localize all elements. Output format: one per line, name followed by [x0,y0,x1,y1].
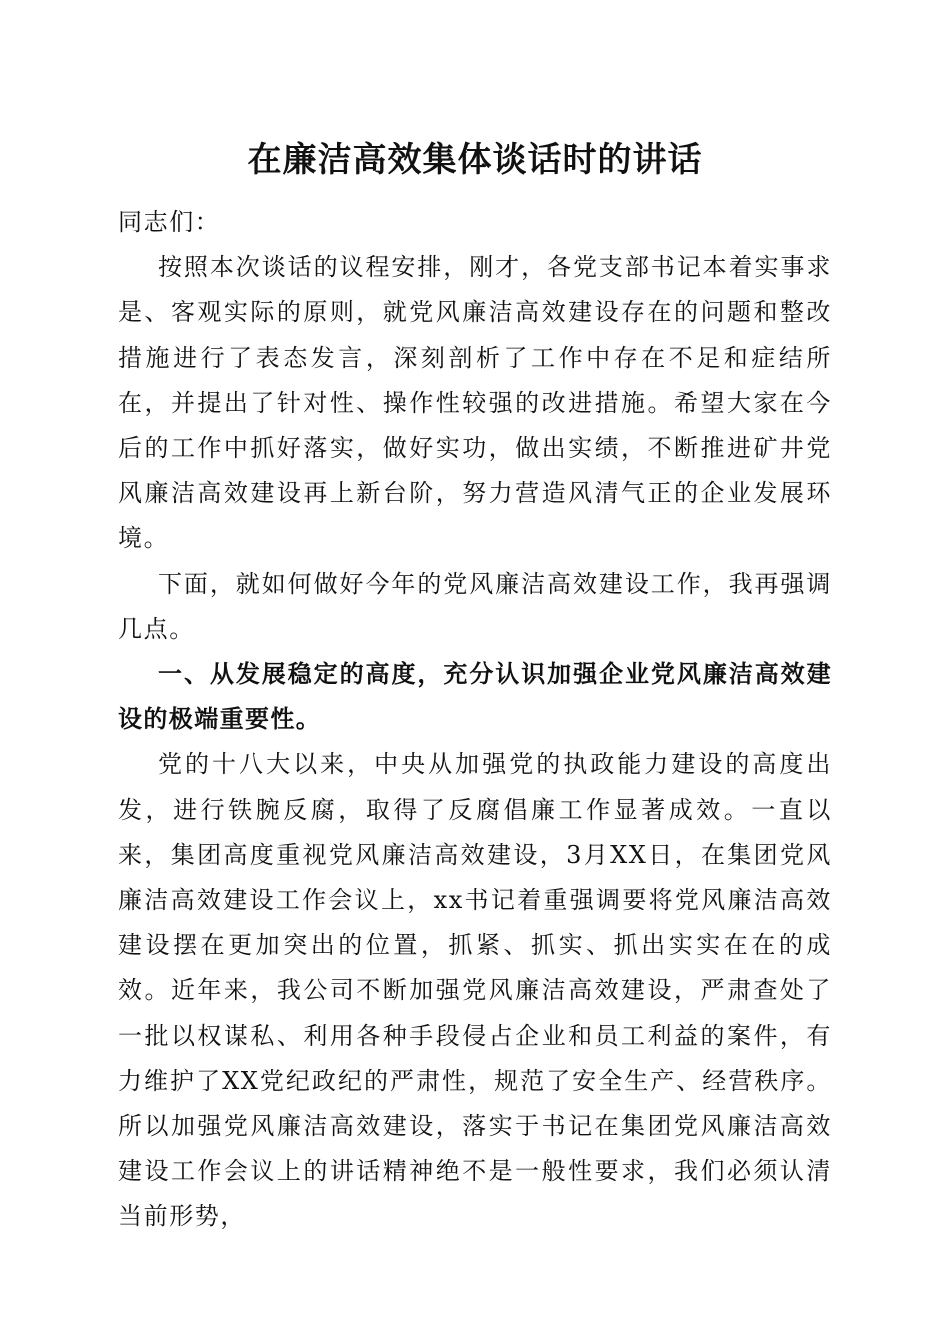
document-title: 在廉洁高效集体谈话时的讲话 [247,140,703,180]
paragraph-opening: 按照本次谈话的议程安排，刚才，各党支部书记本着实事求是、客观实际的原则，就党风廉洁高效建设存在的问题和整改措施进行了表态发言，深刻剖析了工作中存在不足和症结所在，并提出了针对性、操作性较强的改进措施。希望大家在今后的工作中抓好落实，做好实功，做出实绩，不断推进矿井党风廉洁高效建设再上新台阶，努力营造风清气正的企业发展环境。 [118,253,832,553]
section-heading-1: 一、从发展稳定的高度，充分认识加强企业党风廉洁高效建设的极端重要性。 [118,660,832,734]
paragraph-transition: 下面，就如何做好今年的党风廉洁高效建设工作，我再强调几点。 [118,569,832,643]
document-body [118,200,832,1240]
section-1-paragraph: 党的十八大以来，中央从加强党的执政能力建设的高度出发，进行铁腕反腐，取得了反腐倡廉工作显著成效。一直以来，集团高度重视党风廉洁高效建设，3月XX日，在集团党风廉洁高效建设工作会议上，xx书记着重强调要将党风廉洁高效建设摆在更加突出的位置，抓紧、抓实、抓出实实在在的成效。近年来，我公司不断加强党风廉洁高效建设，严肃查处了一批以权谋私、利用各种手段侵占企业和员工利益的案件，有力维护了XX党纪政纪的严肃性，规范了安全生产、经营秩序。所以加强党风廉洁高效建设，落实于书记在集团党风廉洁高效建设工作会议上的讲话精神绝不是一般性要求，我们必须认清当前形势， [118,750,832,1231]
salutation: 同志们： [118,208,221,236]
